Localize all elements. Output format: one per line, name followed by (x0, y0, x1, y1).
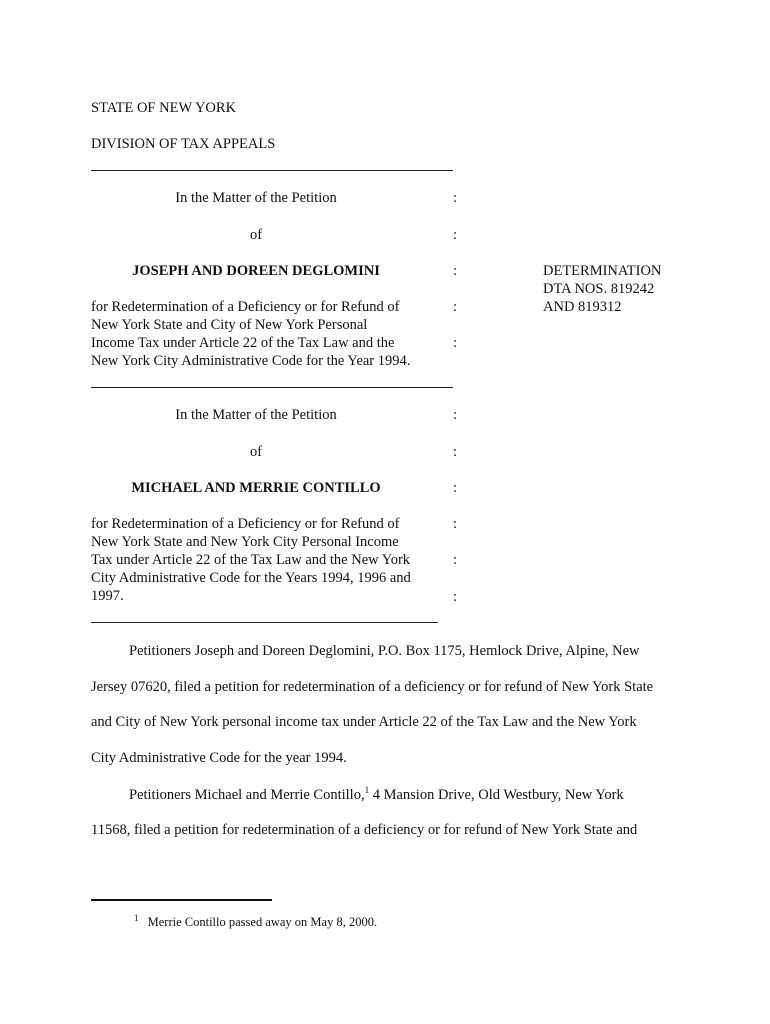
caption-line: Tax under Article 22 of the Tax Law and the New York (91, 552, 411, 568)
caption-line: City Administrative Code for the Years 1994, 1996 and (91, 570, 411, 586)
colon: : (453, 552, 458, 568)
dta-numbers-cont: AND 819312 (543, 299, 622, 315)
matter2-caption (91, 515, 436, 605)
footnote-rule (91, 899, 272, 901)
body-line (129, 786, 624, 804)
caption-line: New York City Administrative Code for the Year 1994. (91, 353, 411, 369)
colon: : (453, 444, 458, 460)
body-text: 4 Mansion Drive, Old Westbury, New York (369, 787, 624, 803)
caption-line: 1997. (91, 588, 124, 604)
caption-middle-rule (91, 387, 453, 388)
caption-line: New York State and New York City Personal Income (91, 534, 399, 550)
colon: : (453, 589, 458, 605)
footnote-text: Merrie Contillo passed away on May 8, 2000. (147, 915, 378, 929)
caption-line: New York State and City of New York Personal (91, 317, 368, 333)
body-text: Petitioners Michael and Merrie Contillo, (129, 787, 365, 803)
colon: : (453, 190, 458, 206)
state-heading: STATE OF NEW YORK (91, 100, 237, 116)
dta-numbers: DTA NOS. 819242 (543, 281, 655, 297)
caption-line: for Redetermination of a Deficiency or for Refund of (91, 299, 400, 315)
division-heading: DIVISION OF TAX APPEALS (91, 136, 276, 152)
colon: : (453, 263, 458, 279)
footnote-mark: 1 (134, 912, 139, 923)
colon: : (453, 227, 458, 243)
caption-top-rule (91, 170, 453, 171)
caption-line: Income Tax under Article 22 of the Tax Law and the (91, 335, 395, 351)
colon: : (453, 335, 458, 351)
body-line: City Administrative Code for the year 1994. (91, 750, 347, 766)
determination-title: DETERMINATION (543, 263, 662, 279)
matter1-caption (91, 298, 436, 370)
colon: : (453, 299, 458, 315)
colon: : (453, 516, 458, 532)
matter2-of: of (249, 444, 263, 460)
colon: : (453, 407, 458, 423)
body-line: Jersey 07620, filed a petition for redetermination of a deficiency or for refund of New York State (91, 679, 654, 695)
matter2-petitioners: MICHAEL AND MERRIE CONTILLO (131, 480, 381, 496)
matter2-in-the-matter: In the Matter of the Petition (175, 407, 337, 423)
footnote (134, 914, 377, 930)
matter1-of: of (249, 227, 263, 243)
body-line: 11568, filed a petition for redetermination of a deficiency or for refund of New York State and (91, 822, 638, 838)
footnote-reference[interactable]: 1 (364, 785, 370, 796)
colon: : (453, 480, 458, 496)
body-line: and City of New York personal income tax under Article 22 of the Tax Law and the New York (91, 714, 637, 730)
matter1-petitioners: JOSEPH AND DOREEN DEGLOMINI (132, 263, 380, 279)
caption-bottom-rule (91, 622, 438, 623)
body-line: Petitioners Joseph and Doreen Deglomini, P.O. Box 1175, Hemlock Drive, Alpine, New (129, 643, 640, 659)
caption-line: for Redetermination of a Deficiency or for Refund of (91, 516, 400, 532)
matter1-in-the-matter: In the Matter of the Petition (175, 190, 337, 206)
